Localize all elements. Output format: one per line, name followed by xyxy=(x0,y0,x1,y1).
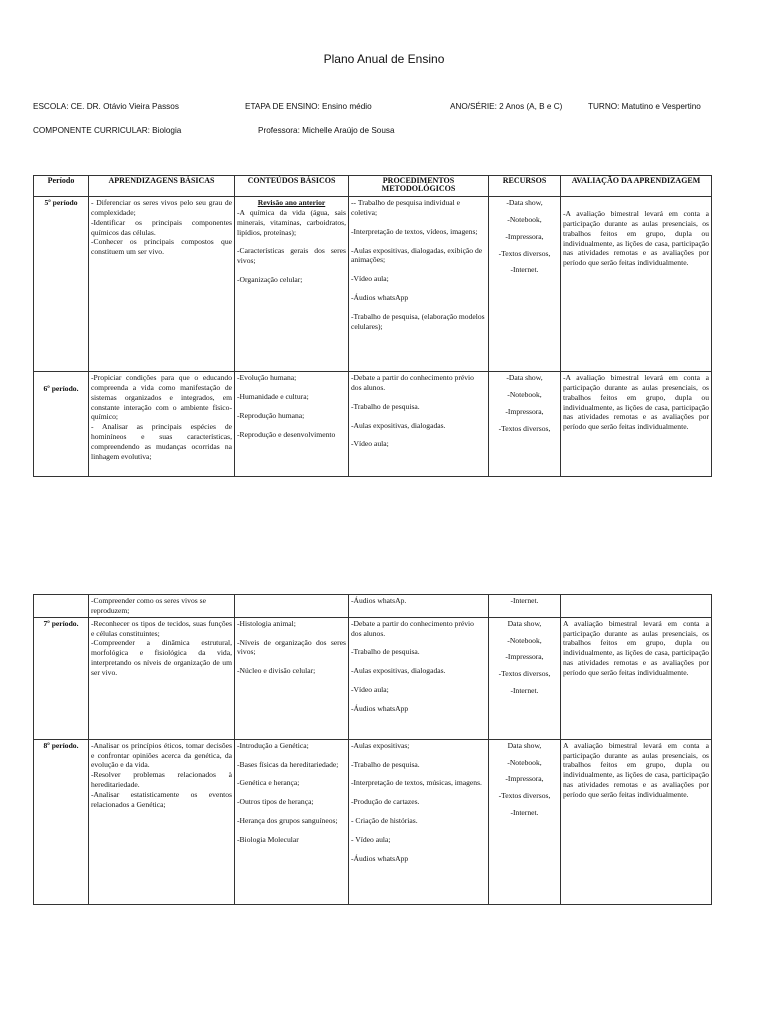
meta-turno: TURNO: Matutino e Vespertino xyxy=(588,102,701,111)
list-item: -Biologia Molecular xyxy=(237,835,299,845)
periodo-cell xyxy=(34,595,89,618)
recursos-cell xyxy=(489,617,561,739)
table-row xyxy=(34,372,712,477)
meta-ano-serie: ANO/SÉRIE: 2 Anos (A, B e C) xyxy=(450,102,563,111)
avaliacao-cell xyxy=(561,595,712,618)
table-row xyxy=(34,197,712,372)
periodo-cell: 7º período. xyxy=(34,617,89,739)
list-item: -Genética e herança; xyxy=(237,778,300,788)
conteudos-cell xyxy=(235,372,349,477)
procedimentos-cell xyxy=(349,739,489,904)
list-item: -Interpretação de textos, vídeos, imagens; xyxy=(351,226,478,236)
list-item: -Textos diversos, xyxy=(498,791,551,801)
conteudos-cell xyxy=(235,617,349,739)
list-item: -Bases físicas da hereditariedade; xyxy=(237,759,339,769)
list-item: -Internet. xyxy=(510,265,539,275)
procedimentos-cell xyxy=(349,617,489,739)
list-item: -Notebook, xyxy=(507,214,542,224)
list-item: -Herança dos grupos sanguíneos; xyxy=(237,816,338,826)
list-item: -Textos diversos, xyxy=(498,423,551,433)
list-item: -Áudios whatsApp xyxy=(351,704,409,714)
table-row xyxy=(34,739,712,904)
list-item: -Textos diversos, xyxy=(498,669,551,679)
list-item: -Impressora, xyxy=(505,406,544,416)
list-item: -Reprodução e desenvolvimento xyxy=(237,429,336,439)
procedimentos-cell: -Áudios whatsAp. xyxy=(349,595,489,618)
list-item: -Trabalho de pesquisa. xyxy=(351,401,420,411)
meta-escola: ESCOLA: CE. DR. Otávio Vieira Passos xyxy=(33,102,179,111)
list-item: -Trabalho de pesquisa. xyxy=(351,759,420,769)
periodo-cell: 5º período xyxy=(34,197,89,372)
header-procedimentos: PROCEDIMENTOS METODOLÓGICOS xyxy=(349,176,489,197)
recursos-cell xyxy=(489,197,561,372)
header-row xyxy=(34,176,712,197)
list-item: -Introdução a Genética; xyxy=(237,740,309,750)
list-item: -Áudios whatsApp xyxy=(351,293,409,303)
list-item: -Histologia animal; xyxy=(237,618,296,628)
meta-professora: Professora: Michelle Araújo de Sousa xyxy=(258,126,395,135)
procedimentos-cell xyxy=(349,197,489,372)
list-item: -- Trabalho de pesquisa individual e coletiva; xyxy=(351,198,461,217)
avaliacao-cell: -A avaliação bimestral levará em conta a participação durante as aulas presenciais, os trabalhos feitos em grupo, dupla ou individualmente, as lições de casa, participação nas atividades remotas e as avaliações por período que serão feitas individualmente. xyxy=(561,197,712,372)
list-item: -A química da vida (água, sais minerais, vitaminas, carboidratos, lipídios, proteínas); xyxy=(237,207,346,237)
list-item: -Produção de cartazes. xyxy=(351,797,420,807)
list-item: -Vídeo aula; xyxy=(351,685,389,695)
avaliacao-cell: -A avaliação bimestral levará em conta a participação durante as aulas presenciais, os trabalhos feitos em grupo, dupla ou individualmente, as lições de casa, participação nas atividades remotas e as avaliações por período que serão feitas individualmente. xyxy=(561,372,712,477)
conteudos-title: Revisão ano anterior xyxy=(257,198,326,207)
list-item: -Vídeo aula; xyxy=(351,274,389,284)
list-item: -Notebook, xyxy=(507,389,542,399)
meta-etapa: ETAPA DE ENSINO: Ensino médio xyxy=(245,102,372,111)
recursos-cell xyxy=(489,739,561,904)
conteudos-cell xyxy=(235,197,349,372)
list-item: -Outros tipos de herança; xyxy=(237,797,314,807)
recursos-cell: -Internet. xyxy=(489,595,561,618)
table-row xyxy=(34,617,712,739)
list-item: -Interpretação de textos, músicas, imagens. xyxy=(351,778,482,788)
list-item: -Trabalho de pesquisa. xyxy=(351,647,420,657)
list-item: -Reprodução humana; xyxy=(237,410,305,420)
list-item: -Áudios whatsApp xyxy=(351,853,409,863)
list-item: -Notebook, xyxy=(507,635,542,645)
periodo-cell: 8º período. xyxy=(34,739,89,904)
list-item: -Data show, xyxy=(506,198,543,207)
list-item: -Organização celular; xyxy=(237,275,303,285)
list-item: -Debate a partir do conhecimento prévio dos alunos. xyxy=(351,618,474,638)
list-item: -Aulas expositivas, dialogadas. xyxy=(351,420,446,430)
periodo-cell: 6º período. xyxy=(34,372,89,477)
header-aprendizagens: APRENDIZAGENS BÁSICAS xyxy=(89,176,235,197)
list-item: -Humanidade e cultura; xyxy=(237,391,309,401)
plan-table-1 xyxy=(33,175,712,477)
list-item: -Trabalho de pesquisa, (elaboração modelos celulares); xyxy=(351,312,485,331)
list-item: -Aulas expositivas, dialogadas. xyxy=(351,666,446,676)
avaliacao-cell: A avaliação bimestral levará em conta a participação durante as aulas presenciais, os trabalhos feitos em grupo, dupla ou individualmente, as lições de casa, participação nas atividades remotas e as avaliações por período que serão feitas individualmente. xyxy=(561,617,712,739)
list-item: Data show, xyxy=(507,740,542,750)
list-item: Data show, xyxy=(507,618,542,628)
header-recursos: RECURSOS xyxy=(489,176,561,197)
list-item: -Impressora, xyxy=(505,652,544,662)
procedimentos-cell xyxy=(349,372,489,477)
list-item: -Núcleo e divisão celular; xyxy=(237,666,316,676)
list-item: -Textos diversos, xyxy=(498,248,551,258)
list-item: -Características gerais dos seres vivos; xyxy=(237,246,346,266)
list-item: -Data show, xyxy=(506,373,543,382)
list-item: - Vídeo aula; xyxy=(351,835,391,845)
list-item: -Impressora, xyxy=(505,774,544,784)
meta-componente: COMPONENTE CURRICULAR: Biologia xyxy=(33,126,182,135)
list-item: -Evolução humana; xyxy=(237,373,297,382)
header-avaliacao: AVALIAÇÃO DA APRENDIZAGEM xyxy=(561,176,712,197)
avaliacao-cell: A avaliação bimestral levará em conta a participação durante as aulas presenciais, os trabalhos feitos em grupo, dupla ou individualmente, as lições de casa, participação nas atividades remotas e as avaliações por período que serão feitas individualmente. xyxy=(561,739,712,904)
list-item: -Debate a partir do conhecimento prévio dos alunos. xyxy=(351,373,474,392)
list-item: -Internet. xyxy=(510,808,539,818)
header-conteudos: CONTEÚDOS BÁSICOS xyxy=(235,176,349,197)
list-item: -Internet. xyxy=(510,686,539,696)
page-title: Plano Anual de Ensino xyxy=(323,52,445,66)
list-item: -Notebook, xyxy=(507,757,542,767)
list-item: -Níveis de organização dos seres vivos; xyxy=(237,637,346,657)
list-item: -Impressora, xyxy=(505,231,544,241)
aprendizagens-cell: -Reconhecer os tipos de tecidos, suas funções e células constituintes; -Compreender a dinâmica estrutural, morfológica e fisiológica da vida, interpretando os níveis de organização de um ser vivo. xyxy=(89,617,235,739)
conteudos-cell xyxy=(235,595,349,618)
aprendizagens-cell: -Propiciar condições para que o educando compreenda a vida como manifestação de sistemas organizados e integrados, em constante interação com o ambiente físico-químico; - Analisar as principais espécies de hominíneos e suas características, compreendendo as mudanças ocorridas na linhagem evolutiva; xyxy=(89,372,235,477)
aprendizagens-cell: -Compreender como os seres vivos se reproduzem; xyxy=(89,595,235,618)
plan-table-2 xyxy=(33,594,712,905)
list-item: -Aulas expositivas, dialogadas, exibição de animações; xyxy=(351,245,483,265)
table-row xyxy=(34,595,712,618)
aprendizagens-cell: -Analisar os princípios éticos, tomar decisões e confrontar opiniões acerca da genética, da evolução e da vida. -Resolver problemas relacionados à hereditariedade. -Analisar estatisticamente os eventos relacionados a Genética; xyxy=(89,739,235,904)
conteudos-cell xyxy=(235,739,349,904)
list-item: -Vídeo aula; xyxy=(351,439,389,449)
list-item: -Aulas expositivas; xyxy=(351,740,410,750)
list-item: - Criação de histórias. xyxy=(351,816,418,826)
header-periodo: Período xyxy=(34,176,89,197)
recursos-cell xyxy=(489,372,561,477)
aprendizagens-cell: - Diferenciar os seres vivos pelo seu grau de complexidade; -Identificar os principais componentes químicos das células. -Conhecer os principais compostos que constituem um ser vivo. xyxy=(89,197,235,372)
